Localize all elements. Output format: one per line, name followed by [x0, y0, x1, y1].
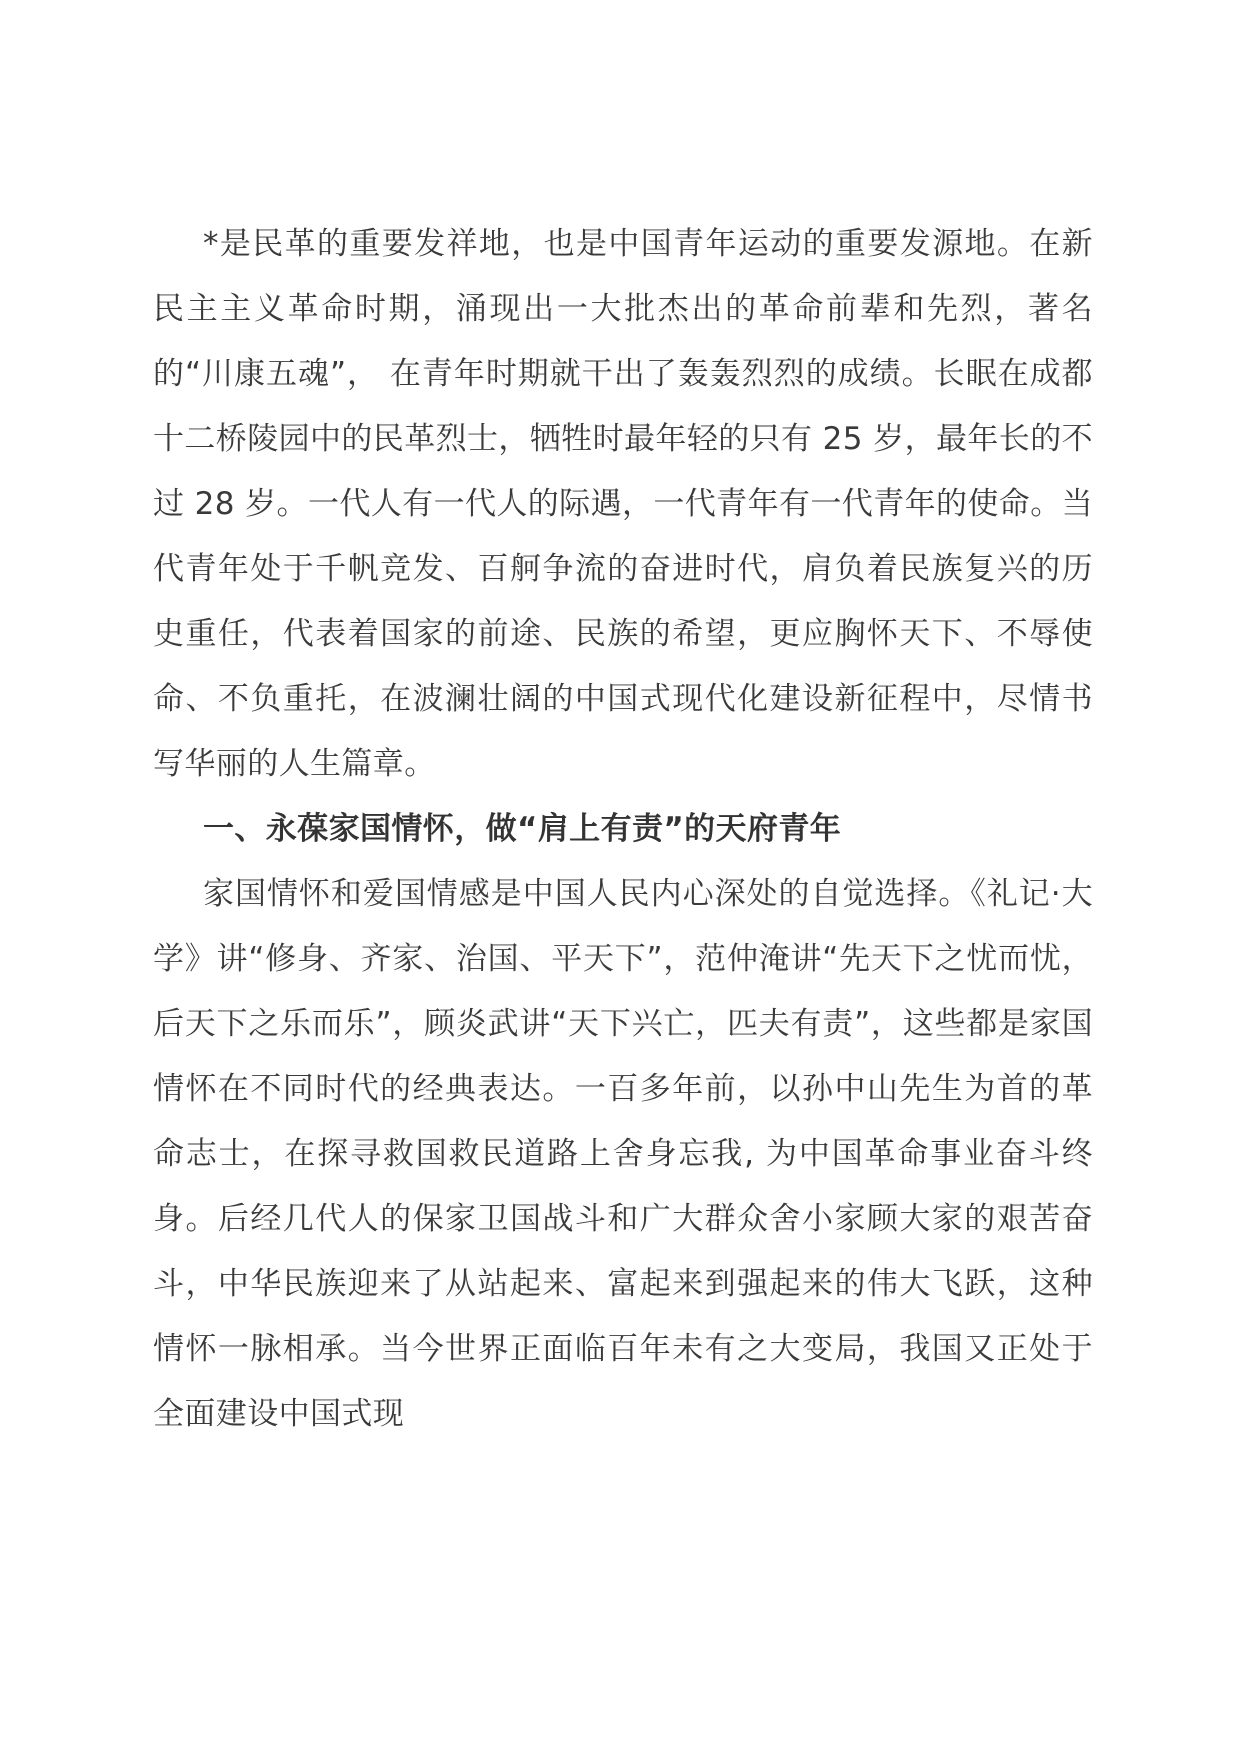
section-heading: 一、永葆家国情怀，做“肩上有责”的天府青年	[203, 811, 842, 847]
paragraph-intro: *是民革的重要发祥地，也是中国青年运动的重要发源地。在新民主主义革命时期，涌现出一大批杰出的革命前辈和先烈，著名的“川康五魂”， 在青年时期就干出了轰轰烈烈的成绩。长眠在成都十二桥陵园中的民革烈士，牺牲时最年轻的只有 25 岁，最年长的不过 28 岁。一代人有一代人的际遇，一代青年有一代青年的使命。当代青年处于千帆竞发、百舸争流的奋进时代，肩负着民族复兴的历史重任，代表着国家的前途、民族的希望，更应胸怀天下、不辱使命、不负重托，在波澜壮阔的中国式现代化建设新征程中，尽情书写华丽的人生篇章。	[153, 226, 1093, 782]
paragraph-family-country: 家国情怀和爱国情感是中国人民内心深处的自觉选择。《礼记·大学》讲“修身、齐家、治国、平天下”，范仲淹讲“先天下之忧而忧，后天下之乐而乐”，顾炎武讲“天下兴亡，匹夫有责”，这些都是家国情怀在不同时代的经典表达。一百多年前，以孙中山先生为首的革命志士，在探寻救国救民道路上舍身忘我, 为中国革命事业奋斗终身。后经几代人的保家卫国战斗和广大群众舍小家顾大家的艰苦奋斗，中华民族迎来了从站起来、富起来到强起来的伟大飞跃，这种情怀一脉相承。当今世界正面临百年未有之大变局，我国又正处于全面建设中国式现	[153, 876, 1093, 1432]
document-body	[153, 212, 1093, 1447]
